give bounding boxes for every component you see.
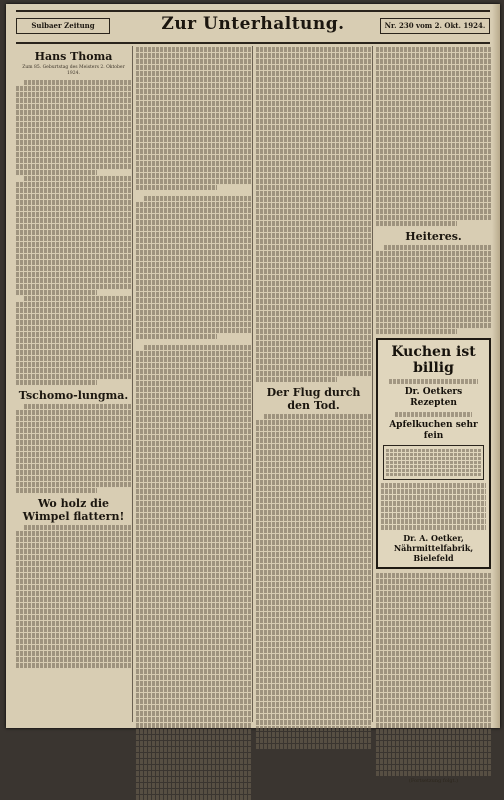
article-body-continued-4b: [376, 573, 491, 776]
article-body-tschomo: [16, 404, 131, 493]
article-subtitle-hans-thoma: Zum 85. Geburtstag des Meisters 2. Oktober 1924.: [22, 65, 125, 76]
article-title-winzel: Wo holz die Wimpel flattern!: [22, 497, 125, 523]
ad-product-line: Apfelkuchen sehr fein: [389, 420, 478, 441]
masthead-paper-name: Sulbaer Zeitung: [16, 18, 110, 34]
column-3: [256, 46, 371, 722]
ad-brand-line: Dr. Oetkers Rezepten: [404, 387, 463, 408]
article-title-hans-thoma: Hans Thoma: [34, 50, 113, 63]
masthead: [16, 10, 490, 44]
article-body-heiteres: [376, 245, 491, 334]
article-title-tschomo: Tschomo-lungma.: [18, 389, 129, 402]
article-body-continued-2: [136, 47, 251, 800]
section-title: Zur Unterhaltung.: [161, 14, 345, 34]
article-title-heiteres: Heiteres.: [405, 230, 462, 243]
newspaper-page: [6, 4, 500, 784]
column-4: [376, 46, 491, 784]
ad-footer-brand: Dr. A. Oetker, Nährmittelfabrik, Bielefeld: [393, 533, 474, 563]
article-body-continued-4: [376, 47, 491, 226]
masthead-issue: Nr. 230 vom 2. Okt. 1924.: [380, 18, 490, 34]
continued-note: (Fortsetzung folgt.): [408, 778, 459, 784]
article-body-continued-3: [256, 47, 371, 382]
article-body-winzel: [16, 525, 131, 668]
article-title-flug: Der Flug durch den Tod.: [266, 386, 361, 412]
column-2: [136, 46, 251, 722]
advertisement-oetker: [376, 338, 491, 569]
ad-headline: Kuchen ist billig: [391, 344, 476, 376]
column-1: [16, 46, 131, 722]
ad-price-table: [383, 445, 484, 480]
article-body-flug: [256, 414, 371, 749]
article-body-hans-thoma: [16, 80, 131, 385]
